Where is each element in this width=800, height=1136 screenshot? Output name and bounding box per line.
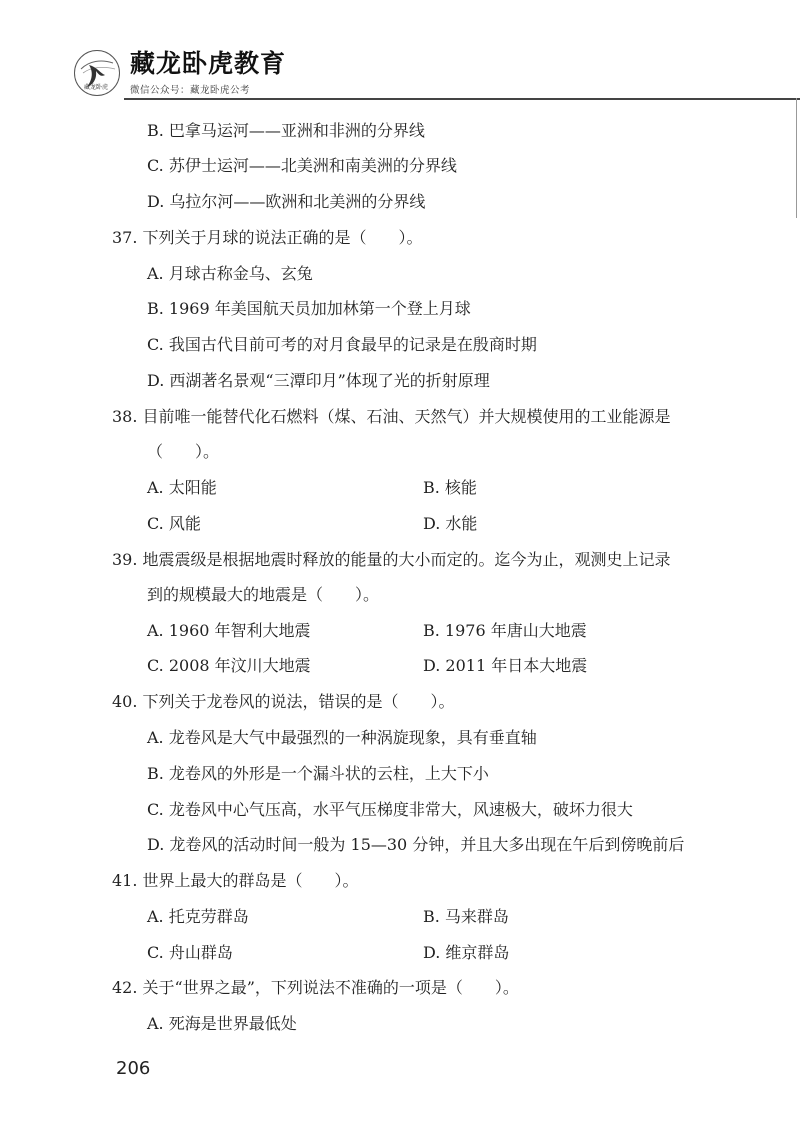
header-divider xyxy=(124,98,800,100)
q39-stem-line1: 39. 地震震级是根据地震时释放的能量的大小而定的。迄今为止，观测史上记录 xyxy=(112,550,671,569)
q37-option-c: C. 我国古代目前可考的对月食最早的记录是在殷商时期 xyxy=(147,335,537,354)
q37-option-d: D. 西湖著名景观“三潭印月”体现了光的折射原理 xyxy=(147,371,490,390)
q41-option-b: B. 马来群岛 xyxy=(423,907,509,926)
q39-option-a: A. 1960 年智利大地震 xyxy=(147,621,311,640)
q37-stem: 37. 下列关于月球的说法正确的是（ ）。 xyxy=(112,228,423,247)
q38-stem-line2: （ ）。 xyxy=(147,442,220,461)
q40-option-d: D. 龙卷风的活动时间一般为 15—30 分钟，并且大多出现在午后到傍晚前后 xyxy=(147,835,685,854)
brand-title: 藏龙卧虎教育 xyxy=(130,49,287,78)
side-rule xyxy=(796,98,797,218)
q40-option-a: A. 龙卷风是大气中最强烈的一种涡旋现象，具有垂直轴 xyxy=(147,728,537,747)
q39-option-b: B. 1976 年唐山大地震 xyxy=(423,621,587,640)
q36-option-d: D. 乌拉尔河——欧洲和北美洲的分界线 xyxy=(147,192,426,211)
logo-caption: 藏龙卧虎 xyxy=(83,84,108,91)
q40-option-c: C. 龙卷风中心气压高，水平气压梯度非常大，风速极大，破坏力很大 xyxy=(147,800,633,819)
q36-option-b: B. 巴拿马运河——亚洲和非洲的分界线 xyxy=(147,121,425,140)
q37-option-b: B. 1969 年美国航天员加加林第一个登上月球 xyxy=(147,299,471,318)
q40-stem: 40. 下列关于龙卷风的说法，错误的是（ ）。 xyxy=(112,692,455,711)
q38-option-a: A. 太阳能 xyxy=(147,478,217,497)
q37-option-a: A. 月球古称金乌、玄兔 xyxy=(147,264,313,283)
q41-option-a: A. 托克劳群岛 xyxy=(147,907,249,926)
q39-option-c: C. 2008 年汶川大地震 xyxy=(147,656,311,675)
q41-option-d: D. 维京群岛 xyxy=(423,943,510,962)
page-header xyxy=(0,0,800,108)
q42-option-a: A. 死海是世界最低处 xyxy=(147,1014,297,1033)
q38-option-b: B. 核能 xyxy=(423,478,477,497)
q38-option-d: D. 水能 xyxy=(423,514,478,533)
brand-subtitle: 微信公众号：藏龙卧虎公考 xyxy=(130,85,251,96)
q41-stem: 41. 世界上最大的群岛是（ ）。 xyxy=(112,871,359,890)
q39-stem-line2: 到的规模最大的地震是（ ）。 xyxy=(147,585,380,604)
q39-option-d: D. 2011 年日本大地震 xyxy=(423,656,588,675)
q40-option-b: B. 龙卷风的外形是一个漏斗状的云柱，上大下小 xyxy=(147,764,489,783)
q42-stem: 42. 关于“世界之最”，下列说法不准确的一项是（ ）。 xyxy=(112,978,519,997)
q41-option-c: C. 舟山群岛 xyxy=(147,943,233,962)
page-number: 206 xyxy=(116,1058,151,1079)
q38-option-c: C. 风能 xyxy=(147,514,201,533)
q38-stem-line1: 38. 目前唯一能替代化石燃料（煤、石油、天然气）并大规模使用的工业能源是 xyxy=(112,407,671,426)
q36-option-c: C. 苏伊士运河——北美洲和南美洲的分界线 xyxy=(147,156,457,175)
